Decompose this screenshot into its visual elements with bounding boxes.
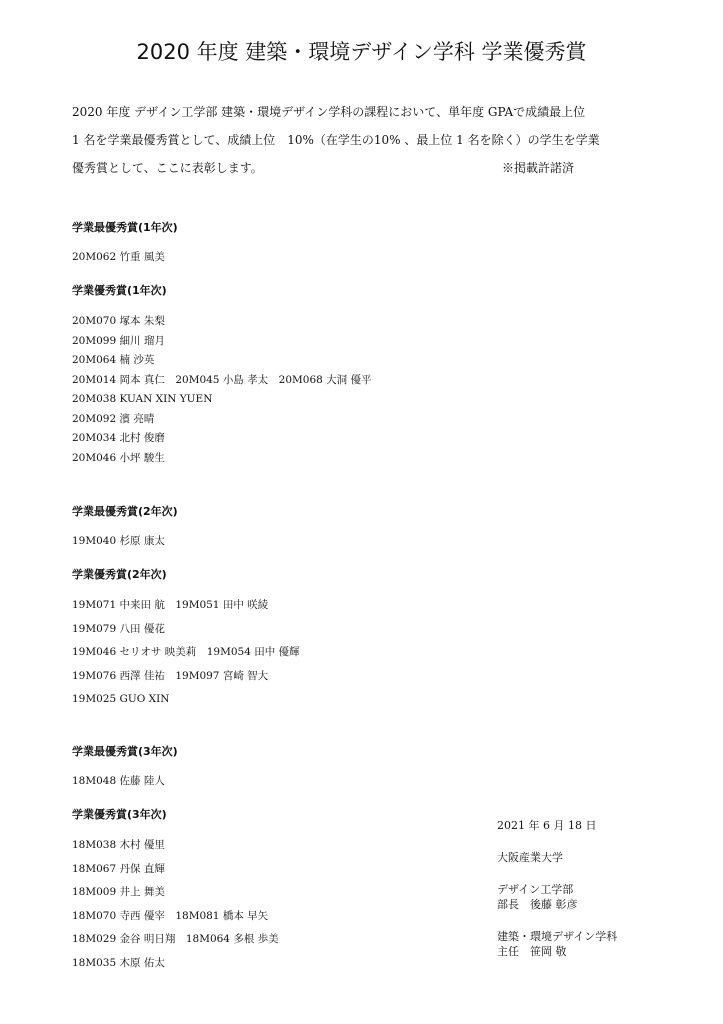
- department-name: 建築・環境デザイン学科: [497, 930, 618, 943]
- list-item: 19M079 八田 優花: [72, 622, 165, 635]
- page-title: 2020 年度 建築・環境デザイン学科 学業優秀賞: [136, 40, 587, 64]
- list-item: 20M046 小坪 駿生: [72, 451, 165, 464]
- list-item: 18M070 寺西 優宰 18M081 橋本 早矢: [72, 909, 269, 922]
- faculty-name: デザイン工学部: [497, 883, 574, 896]
- signature-block: [497, 818, 617, 976]
- list-item: 19M040 杉原 康太: [72, 535, 165, 547]
- list-item: 19M046 セリオサ 映美莉 19M054 田中 優輝: [72, 646, 300, 658]
- list-item: 18M029 金谷 明日翔 18M064 多根 歩美: [72, 933, 279, 945]
- dean-name: 部長 後藤 彰彦: [497, 898, 578, 911]
- issue-date: 2021 年 6 月 18 日: [497, 819, 597, 832]
- award-list-top-1: [72, 248, 165, 267]
- intro-paragraph: [72, 98, 672, 182]
- list-item: 20M099 細川 瑠月: [72, 334, 165, 347]
- list-item: 18M038 木村 優里: [72, 839, 165, 851]
- list-item: 19M076 西澤 佳祐 19M097 宮崎 智大: [72, 669, 269, 682]
- department-block: [497, 929, 617, 959]
- section-heading-top-3: 学業最優秀賞(3年次): [72, 745, 178, 758]
- list-item: 19M025 GUO XIN: [72, 693, 170, 705]
- university-name: 大阪産業大学: [497, 851, 563, 864]
- chief-name: 主任 笹岡 敬: [497, 945, 567, 958]
- award-list-honor-1: [72, 312, 372, 468]
- list-item: 20M014 岡本 真仁 20M045 小島 孝太 20M068 大洞 優平: [72, 373, 372, 386]
- intro-line: 優秀賞として、ここに表彰します。: [72, 161, 263, 175]
- list-item: 20M064 楠 沙英: [72, 354, 155, 366]
- list-item: 20M034 北村 俊磨: [72, 432, 165, 444]
- list-item: 20M038 KUAN XIN YUEN: [72, 393, 213, 405]
- list-item: 20M062 竹重 風美: [72, 251, 165, 263]
- list-item: 18M067 丹保 直輝: [72, 862, 165, 875]
- list-item: 20M070 塚本 朱梨: [72, 315, 165, 327]
- list-item: 18M035 木原 佑太: [72, 956, 165, 969]
- section-heading-honor-3: 学業優秀賞(3年次): [72, 808, 167, 821]
- award-list-top-2: [72, 532, 165, 551]
- intro-line: 1 名を学業最優秀賞として、成績上位 10%（在学生の10% 、最上位 1 名を除く）の学生を学業: [72, 133, 600, 147]
- award-list-honor-2: [72, 594, 300, 712]
- award-list-top-3: [72, 772, 165, 791]
- list-item: 20M092 濱 亮晴: [72, 412, 155, 425]
- section-heading-honor-2: 学業優秀賞(2年次): [72, 568, 167, 581]
- section-heading-honor-1: 学業優秀賞(1年次): [72, 284, 167, 297]
- list-item: 19M071 中来田 航 19M051 田中 咲綾: [72, 599, 269, 611]
- intro-line: 2020 年度 デザイン工学部 建築・環境デザイン学科の課程において、単年度 GPAで成績最上位: [72, 105, 586, 119]
- section-heading-top-1: 学業最優秀賞(1年次): [72, 221, 178, 234]
- list-item: 18M009 井上 舞美: [72, 886, 165, 898]
- list-item: 18M048 佐藤 陸人: [72, 775, 165, 787]
- section-heading-top-2: 学業最優秀賞(2年次): [72, 505, 178, 518]
- award-list-honor-3: [72, 834, 279, 975]
- faculty-block: [497, 882, 617, 912]
- permission-note: ※掲載許諾済: [502, 161, 575, 175]
